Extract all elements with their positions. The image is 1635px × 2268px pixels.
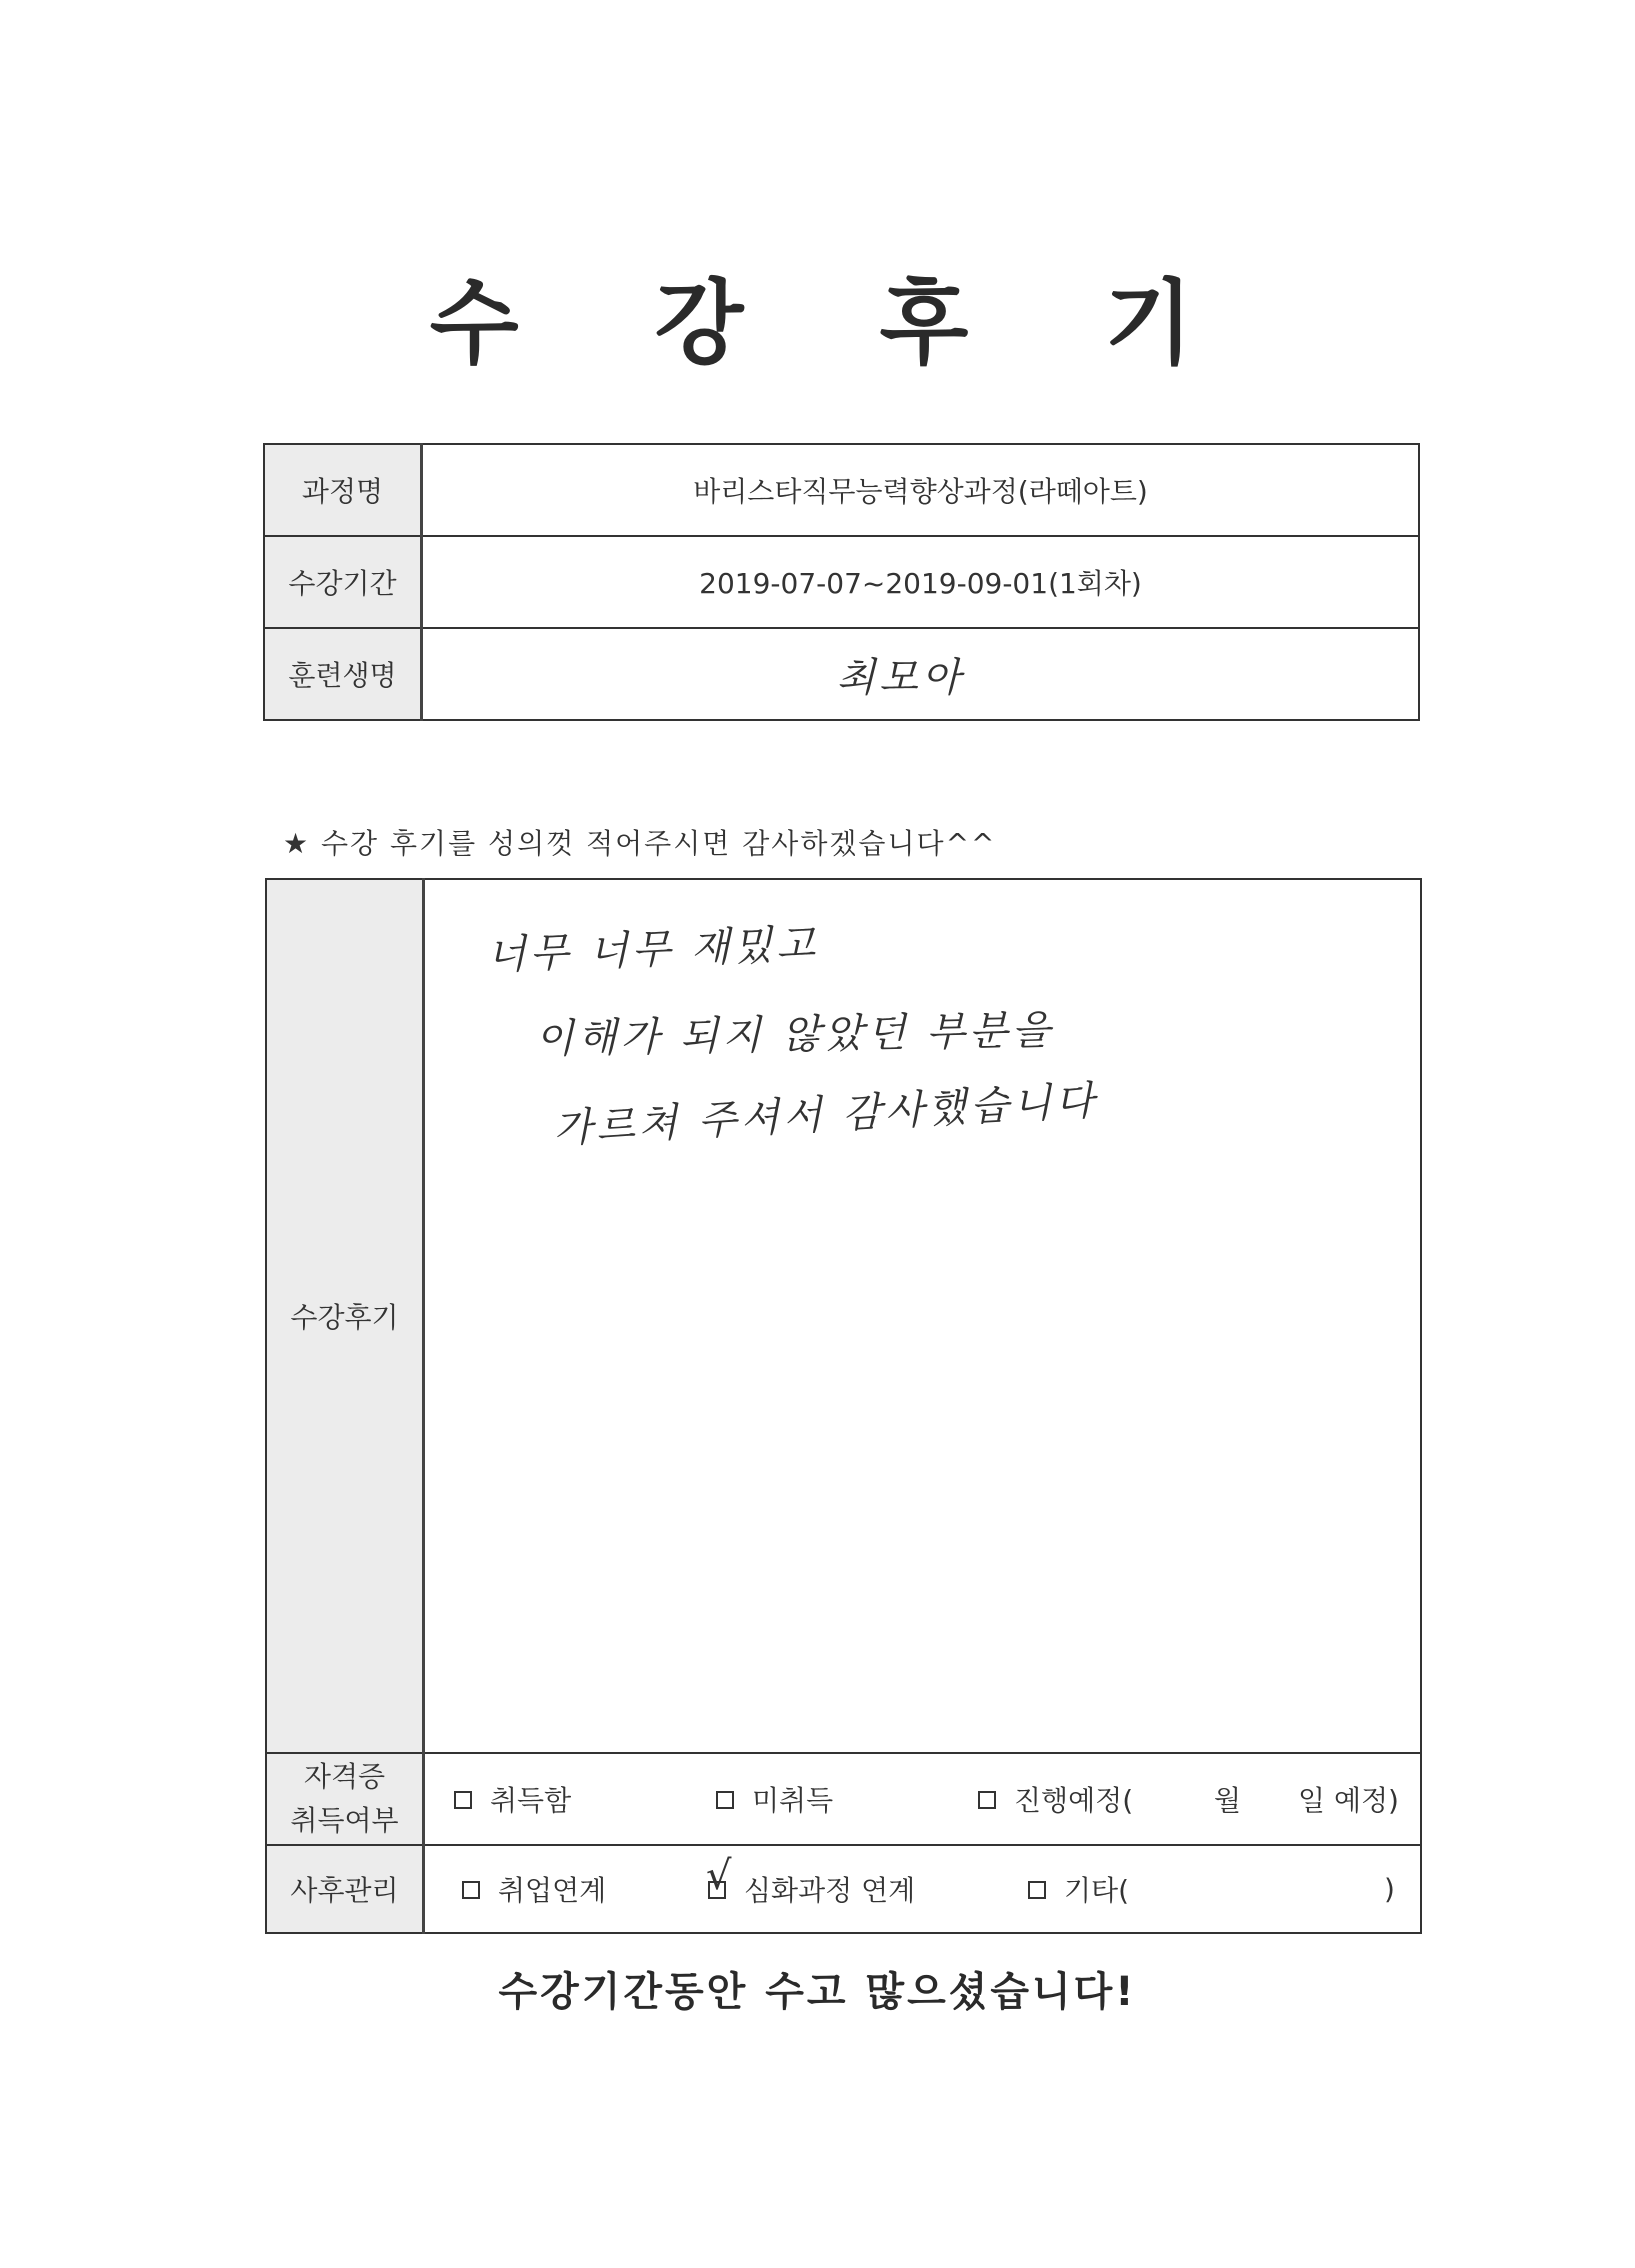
course-name-label: 과정명 (264, 444, 422, 536)
certificate-label-line1: 자격증 (303, 1760, 386, 1793)
option-advanced-course-link[interactable] (706, 1853, 916, 1909)
table-row (266, 879, 1421, 1753)
certificate-label-line2: 취득여부 (290, 1804, 399, 1837)
table-row (266, 1845, 1421, 1933)
checkbox[interactable] (716, 1791, 734, 1809)
review-line: 너무 너무 재밌고 (486, 921, 820, 979)
course-info-table (263, 443, 1420, 721)
review-line: 가르쳐 주셔서 감사했습니다 (552, 1077, 1100, 1153)
checkbox[interactable] (462, 1881, 480, 1899)
table-row (264, 444, 1419, 536)
checkbox[interactable] (1028, 1881, 1046, 1899)
table-row (264, 628, 1419, 720)
table-row (264, 536, 1419, 628)
followup-options-cell (424, 1845, 1422, 1933)
close-paren: ) (1384, 1872, 1395, 1906)
course-name-value: 바리스타직무능력향상과정(라떼아트) (422, 444, 1420, 536)
trainee-label: 훈련생명 (264, 628, 422, 720)
option-label: 취업연계 (498, 1874, 607, 1907)
trainee-name-handwritten: 최모아 (836, 654, 965, 701)
option-label: 기타( (1064, 1874, 1130, 1907)
option-other[interactable] (1028, 1869, 1129, 1909)
page-title: 수 강 후 기 (429, 270, 1246, 377)
option-label: 진행예정( (1014, 1784, 1134, 1817)
review-line: 이해가 되지 않았던 부분을 (534, 1007, 1055, 1063)
checkbox-checked[interactable] (706, 1853, 732, 1899)
check-mark-icon: √ (706, 1853, 732, 1899)
followup-label: 사후관리 (266, 1845, 424, 1933)
month-label: 월 (1214, 1784, 1242, 1817)
day-planned-label: 일 예정) (1298, 1784, 1399, 1817)
period-value: 2019-07-07~2019-09-01(1회차) (422, 536, 1420, 628)
trainee-name-cell (422, 628, 1420, 720)
checkbox[interactable] (978, 1791, 996, 1809)
option-acquired[interactable] (454, 1779, 571, 1819)
period-label: 수강기간 (264, 536, 422, 628)
certificate-label (266, 1753, 424, 1845)
option-label: 심화과정 연계 (744, 1874, 916, 1907)
option-label: 취득함 (490, 1784, 572, 1817)
option-in-progress[interactable] (978, 1779, 1133, 1819)
checkbox[interactable] (454, 1791, 472, 1809)
closing-message: 수강기간동안 수고 많으셨습니다! (498, 1969, 1137, 2015)
certificate-options-cell (424, 1753, 1422, 1845)
option-label: 미취득 (752, 1784, 834, 1817)
option-not-acquired[interactable] (716, 1779, 833, 1819)
table-row (266, 1753, 1421, 1845)
review-table (265, 878, 1422, 1934)
review-cell (424, 879, 1422, 1753)
option-employment-link[interactable] (462, 1869, 606, 1909)
notice-text: ★ 수강 후기를 성의껏 적어주시면 감사하겠습니다^^ (283, 827, 997, 860)
review-label: 수강후기 (266, 879, 424, 1753)
